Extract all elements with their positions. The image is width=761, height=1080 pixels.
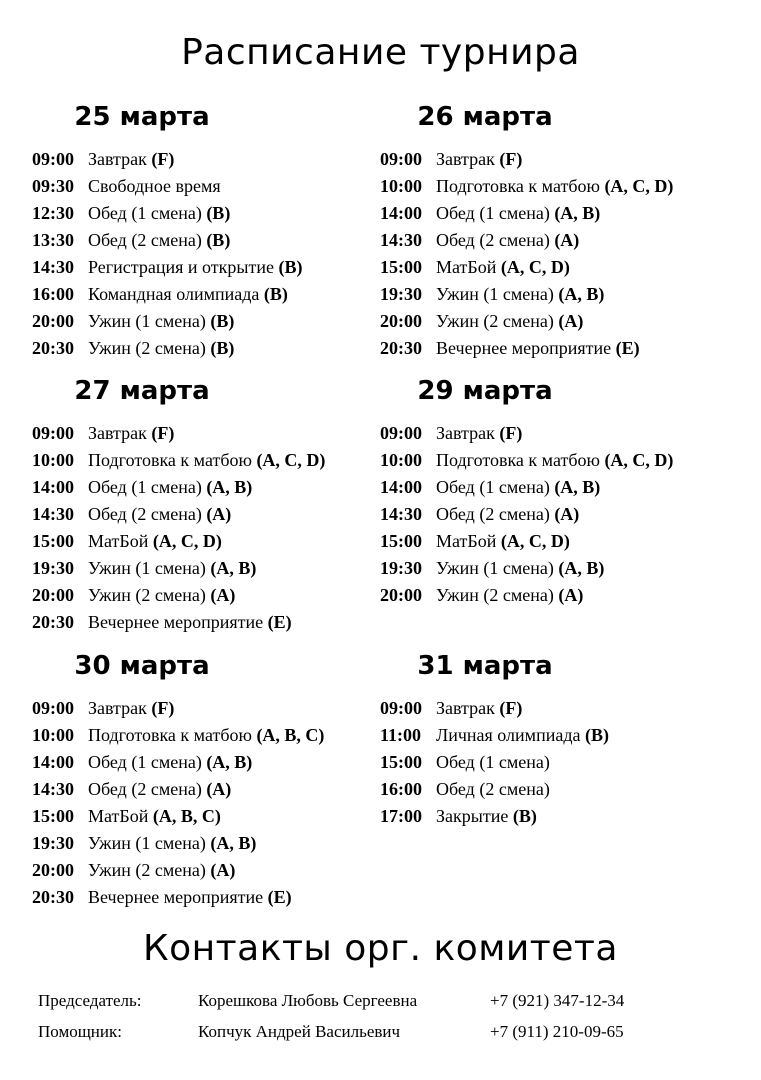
event-location-code: (F) <box>499 149 523 169</box>
day-heading: 25 марта <box>74 102 210 132</box>
contact-name: Копчук Андрей Васильевич <box>198 1022 401 1041</box>
schedule-row <box>380 776 720 803</box>
schedule-row <box>32 749 372 776</box>
day-heading: 27 марта <box>74 376 210 406</box>
event-name: Обед (2 смена) <box>436 779 550 799</box>
event-time: 10:00 <box>380 450 422 470</box>
event-location-code: (A) <box>210 860 236 880</box>
contact-row <box>38 986 738 1016</box>
event-time: 09:00 <box>32 423 74 443</box>
event-time: 20:00 <box>380 311 422 331</box>
event-location-code: (A, C, D) <box>152 531 222 551</box>
event-location-code: (A) <box>206 504 232 524</box>
event-name: Ужин (2 смена) <box>436 585 554 605</box>
contact-role: Помощник: <box>38 1022 122 1041</box>
event-time: 15:00 <box>32 531 74 551</box>
day-heading: 26 марта <box>417 102 553 132</box>
event-name: Завтрак <box>88 698 147 718</box>
event-name: Ужин (2 смена) <box>436 311 554 331</box>
event-name: Обед (1 смена) <box>88 203 202 223</box>
event-time: 12:30 <box>32 203 74 223</box>
event-location-code: (F) <box>151 149 175 169</box>
event-name: Вечернее мероприятие <box>436 338 612 358</box>
event-time: 14:30 <box>380 230 422 250</box>
schedule-row <box>32 884 372 911</box>
event-name: Обед (2 смена) <box>88 779 202 799</box>
contacts-title: Контакты орг. комитета <box>143 928 618 969</box>
schedule-row <box>380 695 720 722</box>
event-name: Регистрация и открытие <box>88 257 274 277</box>
schedule-row <box>32 830 372 857</box>
event-time: 16:00 <box>380 779 422 799</box>
day-block <box>380 100 720 362</box>
schedule-row <box>32 695 372 722</box>
event-time: 19:30 <box>32 558 74 578</box>
event-time: 09:00 <box>380 149 422 169</box>
schedule-row <box>380 200 720 227</box>
schedule-row <box>380 146 720 173</box>
event-name: Завтрак <box>88 423 147 443</box>
schedule-row <box>32 722 372 749</box>
event-name: Обед (1 смена) <box>436 477 550 497</box>
event-time: 15:00 <box>380 257 422 277</box>
event-name: Обед (2 смена) <box>436 504 550 524</box>
schedule-row <box>380 803 720 830</box>
event-time: 10:00 <box>32 725 74 745</box>
event-time: 15:00 <box>32 806 74 826</box>
event-time: 09:00 <box>32 149 74 169</box>
event-time: 13:30 <box>32 230 74 250</box>
event-name: Обед (2 смена) <box>88 504 202 524</box>
event-time: 20:00 <box>32 860 74 880</box>
day-block <box>380 649 720 830</box>
schedule-row <box>380 173 720 200</box>
event-time: 15:00 <box>380 531 422 551</box>
event-time: 15:00 <box>380 752 422 772</box>
event-name: Завтрак <box>436 423 495 443</box>
contact-name: Корешкова Любовь Сергеевна <box>198 991 418 1010</box>
event-name: Ужин (2 смена) <box>88 860 206 880</box>
contact-row <box>38 1017 738 1047</box>
event-name: Подготовка к матбою <box>436 176 600 196</box>
schedule-row <box>380 254 720 281</box>
event-name: Обед (2 смена) <box>88 230 202 250</box>
event-time: 20:30 <box>380 338 422 358</box>
event-name: Свободное время <box>88 176 221 196</box>
schedule-row <box>32 857 372 884</box>
event-time: 09:00 <box>380 423 422 443</box>
schedule-row <box>32 335 372 362</box>
event-location-code: (A) <box>554 504 580 524</box>
event-time: 20:00 <box>32 311 74 331</box>
event-location-code: (A) <box>554 230 580 250</box>
event-location-code: (A, B, C) <box>256 725 325 745</box>
event-time: 14:30 <box>32 504 74 524</box>
event-name: Обед (2 смена) <box>436 230 550 250</box>
event-name: Вечернее мероприятие <box>88 612 264 632</box>
schedule-row <box>32 555 372 582</box>
event-name: Подготовка к матбою <box>88 725 252 745</box>
event-time: 19:30 <box>380 558 422 578</box>
day-heading: 29 марта <box>417 376 553 406</box>
schedule-row <box>32 803 372 830</box>
event-time: 17:00 <box>380 806 422 826</box>
event-location-code: (F) <box>499 423 523 443</box>
schedule-row <box>32 227 372 254</box>
schedule-row <box>380 582 720 609</box>
event-name: Ужин (2 смена) <box>88 585 206 605</box>
schedule-row <box>32 281 372 308</box>
schedule-row <box>380 474 720 501</box>
schedule-row <box>32 582 372 609</box>
event-location-code: (F) <box>499 698 523 718</box>
day-block <box>380 374 720 609</box>
schedule-row <box>32 254 372 281</box>
event-name: Вечернее мероприятие <box>88 887 264 907</box>
schedule-row <box>32 501 372 528</box>
schedule-row <box>380 308 720 335</box>
schedule-row <box>32 420 372 447</box>
event-time: 14:00 <box>380 203 422 223</box>
schedule-row <box>380 749 720 776</box>
event-time: 14:00 <box>32 477 74 497</box>
schedule-row <box>32 200 372 227</box>
contact-phone: +7 (911) 210-09-65 <box>490 1022 624 1041</box>
event-location-code: (A) <box>558 585 584 605</box>
event-name: Ужин (1 смена) <box>436 558 554 578</box>
event-location-code: (B) <box>584 725 609 745</box>
event-location-code: (A, B) <box>554 203 601 223</box>
event-time: 09:00 <box>380 698 422 718</box>
schedule-row <box>380 501 720 528</box>
event-time: 10:00 <box>380 176 422 196</box>
event-location-code: (B) <box>263 284 288 304</box>
event-name: Завтрак <box>88 149 147 169</box>
event-location-code: (A, B) <box>206 477 253 497</box>
event-location-code: (A, C, D) <box>256 450 326 470</box>
schedule-row <box>380 528 720 555</box>
event-location-code: (A, B) <box>210 833 257 853</box>
event-name: Ужин (1 смена) <box>88 311 206 331</box>
event-name: Закрытие <box>436 806 509 826</box>
event-name: Завтрак <box>436 698 495 718</box>
event-time: 11:00 <box>380 725 422 745</box>
day-block <box>32 100 372 362</box>
event-location-code: (B) <box>278 257 303 277</box>
schedule-row <box>380 447 720 474</box>
schedule-row <box>380 335 720 362</box>
event-name: МатБой <box>436 257 497 277</box>
event-location-code: (F) <box>151 423 175 443</box>
event-name: Личная олимпиада <box>436 725 581 745</box>
event-location-code: (A, C, D) <box>604 176 674 196</box>
event-location-code: (A, B) <box>554 477 601 497</box>
event-location-code: (E) <box>615 338 640 358</box>
event-name: Ужин (1 смена) <box>88 833 206 853</box>
event-name: Обед (1 смена) <box>88 752 202 772</box>
event-location-code: (B) <box>206 230 231 250</box>
schedule-row <box>32 447 372 474</box>
event-name: Подготовка к матбою <box>88 450 252 470</box>
event-time: 14:30 <box>32 257 74 277</box>
event-time: 10:00 <box>32 450 74 470</box>
schedule-row <box>32 609 372 636</box>
event-name: Подготовка к матбою <box>436 450 600 470</box>
event-name: Обед (1 смена) <box>436 752 550 772</box>
event-time: 19:30 <box>380 284 422 304</box>
event-time: 19:30 <box>32 833 74 853</box>
contact-role: Председатель: <box>38 991 142 1010</box>
event-name: Завтрак <box>436 149 495 169</box>
event-location-code: (A, C, D) <box>500 257 570 277</box>
schedule-row <box>32 173 372 200</box>
event-location-code: (A) <box>206 779 232 799</box>
event-time: 14:30 <box>380 504 422 524</box>
event-location-code: (B) <box>210 338 235 358</box>
event-location-code: (A) <box>210 585 236 605</box>
event-location-code: (B) <box>512 806 537 826</box>
event-location-code: (A, B, C) <box>152 806 221 826</box>
event-time: 09:30 <box>32 176 74 196</box>
day-block <box>32 649 372 911</box>
event-name: МатБой <box>88 806 149 826</box>
event-location-code: (A, B) <box>558 284 605 304</box>
page-title: Расписание турнира <box>181 32 580 73</box>
schedule-row <box>32 474 372 501</box>
schedule-row <box>32 528 372 555</box>
event-time: 16:00 <box>32 284 74 304</box>
schedule-row <box>32 308 372 335</box>
schedule-row <box>380 420 720 447</box>
event-location-code: (B) <box>210 311 235 331</box>
event-time: 20:00 <box>380 585 422 605</box>
event-location-code: (F) <box>151 698 175 718</box>
event-location-code: (E) <box>267 612 292 632</box>
event-name: МатБой <box>436 531 497 551</box>
schedule-row <box>380 722 720 749</box>
event-time: 14:30 <box>32 779 74 799</box>
event-name: Обед (1 смена) <box>88 477 202 497</box>
event-time: 09:00 <box>32 698 74 718</box>
event-time: 20:30 <box>32 887 74 907</box>
contact-phone: +7 (921) 347-12-34 <box>490 991 625 1010</box>
event-name: МатБой <box>88 531 149 551</box>
event-time: 14:00 <box>380 477 422 497</box>
event-location-code: (A, B) <box>558 558 605 578</box>
day-block <box>32 374 372 636</box>
event-name: Обед (1 смена) <box>436 203 550 223</box>
event-location-code: (A, C, D) <box>500 531 570 551</box>
event-location-code: (A, C, D) <box>604 450 674 470</box>
schedule-row <box>380 227 720 254</box>
schedule-row <box>32 146 372 173</box>
event-time: 20:30 <box>32 612 74 632</box>
event-time: 20:00 <box>32 585 74 605</box>
schedule-row <box>380 555 720 582</box>
day-heading: 31 марта <box>417 651 553 681</box>
event-location-code: (A, B) <box>206 752 253 772</box>
event-name: Ужин (2 смена) <box>88 338 206 358</box>
event-location-code: (E) <box>267 887 292 907</box>
event-name: Ужин (1 смена) <box>88 558 206 578</box>
event-location-code: (B) <box>206 203 231 223</box>
event-name: Ужин (1 смена) <box>436 284 554 304</box>
day-heading: 30 марта <box>74 651 210 681</box>
schedule-row <box>32 776 372 803</box>
schedule-row <box>380 281 720 308</box>
event-time: 20:30 <box>32 338 74 358</box>
event-time: 14:00 <box>32 752 74 772</box>
event-name: Командная олимпиада <box>88 284 260 304</box>
event-location-code: (A) <box>558 311 584 331</box>
event-location-code: (A, B) <box>210 558 257 578</box>
